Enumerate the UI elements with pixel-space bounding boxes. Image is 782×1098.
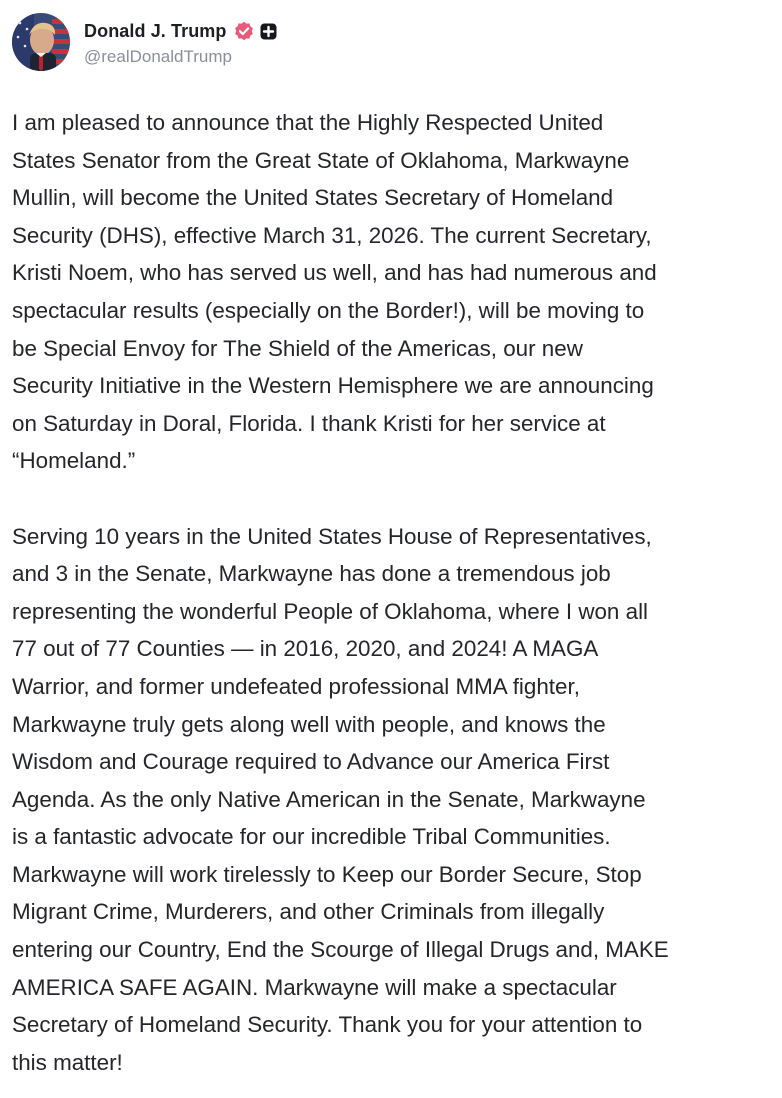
author-handle[interactable]: @realDonaldTrump	[84, 47, 232, 66]
plus-badge-icon	[260, 23, 277, 40]
post-header	[12, 12, 277, 72]
author-display-name[interactable]: Donald J. Trump	[84, 20, 227, 41]
verified-badge-icon	[234, 21, 254, 41]
post-paragraph: Serving 10 years in the United States House of Representatives, and 3 in the Senate, Markwayne has done a tremendous job representing the wonderful People of Oklahoma, where I won all 77 out of 77 Counties — in 2016, 2020, and 2024! A MAGA Warrior, and former undefeated professional MMA fighter, Markwayne truly gets along well with people, and knows the Wisdom and Courage required to Advance our America First Agenda. As the only Native American in the Senate, Markwayne is a fantastic advocate for our incredible Tribal Communities. Markwayne will work tirelessly to Keep our Border Secure, Stop Migrant Crime, Murderers, and other Criminals from illegally entering our Country, End the Scourge of Illegal Drugs and, MAKE AMERICA SAFE AGAIN. Markwayne will make a spectacular Secretary of Homeland Security. Thank you for your attention to this matter!	[12, 523, 669, 1075]
post-body	[12, 104, 776, 1081]
avatar[interactable]	[12, 13, 70, 71]
name-row	[84, 17, 277, 45]
post-paragraph: I am pleased to announce that the Highly Respected United States Senator from the Great State of Oklahoma, Markwayne Mullin, will become the United States Secretary of Homeland Security (DHS), effective March 31, 2026. The current Secretary, Kristi Noem, who has served us well, and has had numerous and spectacular results (especially on the Border!), will be moving to be Special Envoy for The Shield of the Americas, our new Security Initiative in the Western Hemisphere we are announcing on Saturday in Doral, Florida. I thank Kristi for her service at “Homeland.”	[12, 110, 657, 474]
author-names	[84, 17, 277, 67]
